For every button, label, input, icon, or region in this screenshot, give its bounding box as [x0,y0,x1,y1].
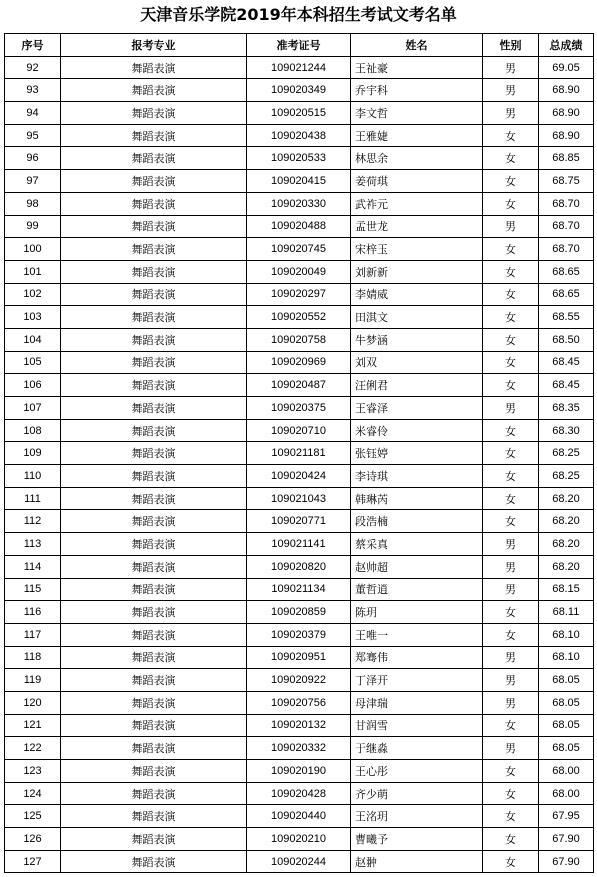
cell-exam-id: 109020332 [247,737,351,760]
cell-total-score: 68.75 [539,170,594,193]
cell-index: 109 [5,442,61,465]
cell-index: 114 [5,555,61,578]
cell-total-score: 68.70 [539,238,594,261]
cell-name: 王睿泽 [351,397,483,420]
cell-exam-id: 109020552 [247,306,351,329]
cell-total-score: 68.85 [539,147,594,170]
cell-exam-id: 109021043 [247,487,351,510]
cell-index: 119 [5,669,61,692]
cell-total-score: 69.05 [539,56,594,79]
cell-index: 116 [5,601,61,624]
document-title: 天津音乐学院2019年本科招生考试文考名单 [140,5,457,24]
cell-exam-id: 109020487 [247,374,351,397]
cell-major: 舞蹈表演 [61,805,247,828]
cell-exam-id: 109020758 [247,328,351,351]
cell-major: 舞蹈表演 [61,601,247,624]
table-row [5,691,594,714]
table-row [5,283,594,306]
table-body [5,56,594,873]
cell-name: 田淇文 [351,306,483,329]
cell-exam-id: 109021181 [247,442,351,465]
cell-gender: 女 [483,306,539,329]
table-row [5,419,594,442]
cell-major: 舞蹈表演 [61,283,247,306]
cell-gender: 男 [483,79,539,102]
cell-gender: 男 [483,646,539,669]
cell-gender: 女 [483,192,539,215]
cell-exam-id: 109020330 [247,192,351,215]
cell-exam-id: 109020745 [247,238,351,261]
cell-name: 李文哲 [351,102,483,125]
cell-exam-id: 109021134 [247,578,351,601]
cell-total-score: 68.05 [539,669,594,692]
table-row [5,79,594,102]
cell-exam-id: 109020244 [247,850,351,873]
cell-index: 125 [5,805,61,828]
cell-name: 张钰婷 [351,442,483,465]
cell-gender: 女 [483,147,539,170]
cell-total-score: 67.95 [539,805,594,828]
cell-exam-id: 109020297 [247,283,351,306]
cell-name: 刘双 [351,351,483,374]
cell-exam-id: 109020049 [247,260,351,283]
cell-name: 孟世龙 [351,215,483,238]
cell-index: 95 [5,124,61,147]
table-row [5,782,594,805]
cell-exam-id: 109020132 [247,714,351,737]
cell-index: 105 [5,351,61,374]
cell-index: 127 [5,850,61,873]
cell-total-score: 68.11 [539,601,594,624]
cell-gender: 女 [483,487,539,510]
cell-name: 于继淼 [351,737,483,760]
cell-name: 乔宇科 [351,79,483,102]
cell-index: 97 [5,170,61,193]
cell-total-score: 68.20 [539,533,594,556]
cell-index: 117 [5,623,61,646]
table-row [5,646,594,669]
cell-name: 蔡采真 [351,533,483,556]
cell-total-score: 68.45 [539,351,594,374]
cell-major: 舞蹈表演 [61,419,247,442]
cell-total-score: 68.05 [539,691,594,714]
table-row [5,147,594,170]
cell-total-score: 68.90 [539,124,594,147]
cell-exam-id: 109020190 [247,760,351,783]
cell-total-score: 68.65 [539,283,594,306]
cell-total-score: 68.90 [539,79,594,102]
table-row [5,850,594,873]
cell-name: 王祉豪 [351,56,483,79]
results-table [4,33,594,873]
cell-major: 舞蹈表演 [61,578,247,601]
table-row [5,760,594,783]
table-row [5,442,594,465]
table-row [5,351,594,374]
cell-total-score: 67.90 [539,850,594,873]
cell-exam-id: 109020349 [247,79,351,102]
cell-major: 舞蹈表演 [61,147,247,170]
header-row [5,34,594,57]
table-row [5,510,594,533]
cell-exam-id: 109020424 [247,465,351,488]
cell-major: 舞蹈表演 [61,351,247,374]
table-row [5,102,594,125]
cell-gender: 女 [483,623,539,646]
cell-major: 舞蹈表演 [61,646,247,669]
cell-name: 林思余 [351,147,483,170]
cell-major: 舞蹈表演 [61,442,247,465]
table-row [5,170,594,193]
cell-total-score: 68.00 [539,760,594,783]
cell-name: 赵翀 [351,850,483,873]
cell-major: 舞蹈表演 [61,124,247,147]
cell-major: 舞蹈表演 [61,79,247,102]
cell-gender: 女 [483,170,539,193]
cell-name: 宋梓玉 [351,238,483,261]
cell-name: 丁泽开 [351,669,483,692]
cell-total-score: 68.10 [539,623,594,646]
table-row [5,737,594,760]
cell-major: 舞蹈表演 [61,374,247,397]
table-row [5,487,594,510]
cell-major: 舞蹈表演 [61,260,247,283]
header-exam-id: 准考证号 [247,34,351,57]
cell-gender: 女 [483,465,539,488]
table-row [5,601,594,624]
cell-index: 126 [5,828,61,851]
table-row [5,56,594,79]
cell-index: 122 [5,737,61,760]
cell-index: 98 [5,192,61,215]
table-row [5,260,594,283]
cell-gender: 女 [483,442,539,465]
cell-gender: 男 [483,737,539,760]
cell-exam-id: 109020375 [247,397,351,420]
cell-index: 121 [5,714,61,737]
cell-exam-id: 109020771 [247,510,351,533]
cell-index: 100 [5,238,61,261]
header-major: 报考专业 [61,34,247,57]
cell-total-score: 68.25 [539,465,594,488]
cell-total-score: 68.30 [539,419,594,442]
table-row [5,714,594,737]
cell-gender: 女 [483,782,539,805]
cell-total-score: 68.55 [539,306,594,329]
cell-name: 王心彤 [351,760,483,783]
cell-gender: 男 [483,56,539,79]
cell-total-score: 68.20 [539,555,594,578]
cell-index: 93 [5,79,61,102]
cell-name: 董哲逍 [351,578,483,601]
cell-name: 韩琳芮 [351,487,483,510]
cell-total-score: 68.45 [539,374,594,397]
header-gender: 性别 [483,34,539,57]
cell-index: 112 [5,510,61,533]
cell-major: 舞蹈表演 [61,691,247,714]
cell-gender: 女 [483,601,539,624]
cell-name: 段浩楠 [351,510,483,533]
cell-index: 99 [5,215,61,238]
cell-total-score: 68.70 [539,215,594,238]
cell-gender: 女 [483,283,539,306]
cell-major: 舞蹈表演 [61,306,247,329]
cell-major: 舞蹈表演 [61,737,247,760]
cell-major: 舞蹈表演 [61,170,247,193]
cell-index: 106 [5,374,61,397]
table-row [5,328,594,351]
cell-major: 舞蹈表演 [61,397,247,420]
cell-major: 舞蹈表演 [61,102,247,125]
header-index: 序号 [5,34,61,57]
cell-name: 曹曦予 [351,828,483,851]
cell-exam-id: 109020533 [247,147,351,170]
cell-exam-id: 109021141 [247,533,351,556]
cell-exam-id: 109020969 [247,351,351,374]
cell-exam-id: 109020820 [247,555,351,578]
cell-major: 舞蹈表演 [61,760,247,783]
cell-gender: 女 [483,805,539,828]
cell-name: 齐少萌 [351,782,483,805]
cell-major: 舞蹈表演 [61,623,247,646]
cell-index: 123 [5,760,61,783]
cell-index: 107 [5,397,61,420]
cell-name: 武祚元 [351,192,483,215]
cell-major: 舞蹈表演 [61,555,247,578]
cell-gender: 女 [483,328,539,351]
cell-total-score: 68.05 [539,714,594,737]
cell-major: 舞蹈表演 [61,828,247,851]
cell-exam-id: 109020428 [247,782,351,805]
cell-index: 111 [5,487,61,510]
cell-exam-id: 109020710 [247,419,351,442]
cell-index: 110 [5,465,61,488]
table-row [5,306,594,329]
cell-name: 陈玥 [351,601,483,624]
cell-total-score: 68.15 [539,578,594,601]
cell-index: 92 [5,56,61,79]
cell-major: 舞蹈表演 [61,714,247,737]
cell-name: 汪俐君 [351,374,483,397]
table-row [5,828,594,851]
table-row [5,397,594,420]
cell-total-score: 68.00 [539,782,594,805]
cell-gender: 女 [483,238,539,261]
cell-gender: 女 [483,260,539,283]
cell-total-score: 68.35 [539,397,594,420]
cell-name: 王雅婕 [351,124,483,147]
cell-exam-id: 109020951 [247,646,351,669]
table-row [5,669,594,692]
cell-major: 舞蹈表演 [61,56,247,79]
cell-index: 104 [5,328,61,351]
cell-gender: 男 [483,578,539,601]
table-row [5,192,594,215]
cell-gender: 男 [483,215,539,238]
cell-total-score: 68.70 [539,192,594,215]
cell-exam-id: 109020440 [247,805,351,828]
table-row [5,578,594,601]
table-row [5,374,594,397]
cell-gender: 男 [483,397,539,420]
cell-total-score: 67.90 [539,828,594,851]
cell-exam-id: 109020210 [247,828,351,851]
cell-name: 李婧威 [351,283,483,306]
cell-total-score: 68.50 [539,328,594,351]
cell-name: 牛梦涵 [351,328,483,351]
cell-gender: 女 [483,351,539,374]
cell-exam-id: 109020756 [247,691,351,714]
cell-gender: 女 [483,510,539,533]
cell-name: 赵帅超 [351,555,483,578]
cell-index: 94 [5,102,61,125]
cell-gender: 女 [483,419,539,442]
cell-index: 96 [5,147,61,170]
cell-name: 姜荷琪 [351,170,483,193]
cell-total-score: 68.05 [539,737,594,760]
cell-gender: 女 [483,374,539,397]
cell-major: 舞蹈表演 [61,215,247,238]
cell-total-score: 68.65 [539,260,594,283]
cell-major: 舞蹈表演 [61,487,247,510]
cell-name: 王洺玥 [351,805,483,828]
table-row [5,124,594,147]
cell-gender: 男 [483,669,539,692]
cell-total-score: 68.20 [539,510,594,533]
cell-exam-id: 109020415 [247,170,351,193]
cell-total-score: 68.10 [539,646,594,669]
table-row [5,215,594,238]
cell-name: 米睿伶 [351,419,483,442]
cell-major: 舞蹈表演 [61,669,247,692]
cell-major: 舞蹈表演 [61,510,247,533]
cell-total-score: 68.20 [539,487,594,510]
cell-gender: 女 [483,714,539,737]
cell-index: 124 [5,782,61,805]
cell-index: 108 [5,419,61,442]
cell-gender: 男 [483,555,539,578]
cell-index: 103 [5,306,61,329]
cell-total-score: 68.25 [539,442,594,465]
cell-major: 舞蹈表演 [61,465,247,488]
table-row [5,238,594,261]
cell-name: 刘新新 [351,260,483,283]
cell-exam-id: 109021244 [247,56,351,79]
cell-index: 102 [5,283,61,306]
cell-gender: 女 [483,850,539,873]
table-row [5,805,594,828]
cell-gender: 男 [483,102,539,125]
cell-gender: 女 [483,828,539,851]
cell-gender: 男 [483,533,539,556]
cell-exam-id: 109020515 [247,102,351,125]
cell-index: 101 [5,260,61,283]
cell-name: 李诗琪 [351,465,483,488]
cell-index: 115 [5,578,61,601]
table-row [5,465,594,488]
cell-major: 舞蹈表演 [61,850,247,873]
cell-exam-id: 109020859 [247,601,351,624]
cell-major: 舞蹈表演 [61,782,247,805]
cell-major: 舞蹈表演 [61,238,247,261]
cell-exam-id: 109020922 [247,669,351,692]
cell-exam-id: 109020438 [247,124,351,147]
cell-index: 113 [5,533,61,556]
cell-major: 舞蹈表演 [61,328,247,351]
cell-exam-id: 109020379 [247,623,351,646]
cell-index: 118 [5,646,61,669]
header-name: 姓名 [351,34,483,57]
cell-gender: 女 [483,760,539,783]
table-row [5,555,594,578]
cell-major: 舞蹈表演 [61,192,247,215]
cell-name: 王唯一 [351,623,483,646]
cell-gender: 男 [483,691,539,714]
cell-total-score: 68.90 [539,102,594,125]
cell-exam-id: 109020488 [247,215,351,238]
cell-name: 郑骞伟 [351,646,483,669]
cell-major: 舞蹈表演 [61,533,247,556]
cell-index: 120 [5,691,61,714]
cell-name: 母津瑞 [351,691,483,714]
header-total-score: 总成绩 [539,34,594,57]
cell-name: 甘润雪 [351,714,483,737]
table-row [5,623,594,646]
cell-gender: 女 [483,124,539,147]
table-row [5,533,594,556]
